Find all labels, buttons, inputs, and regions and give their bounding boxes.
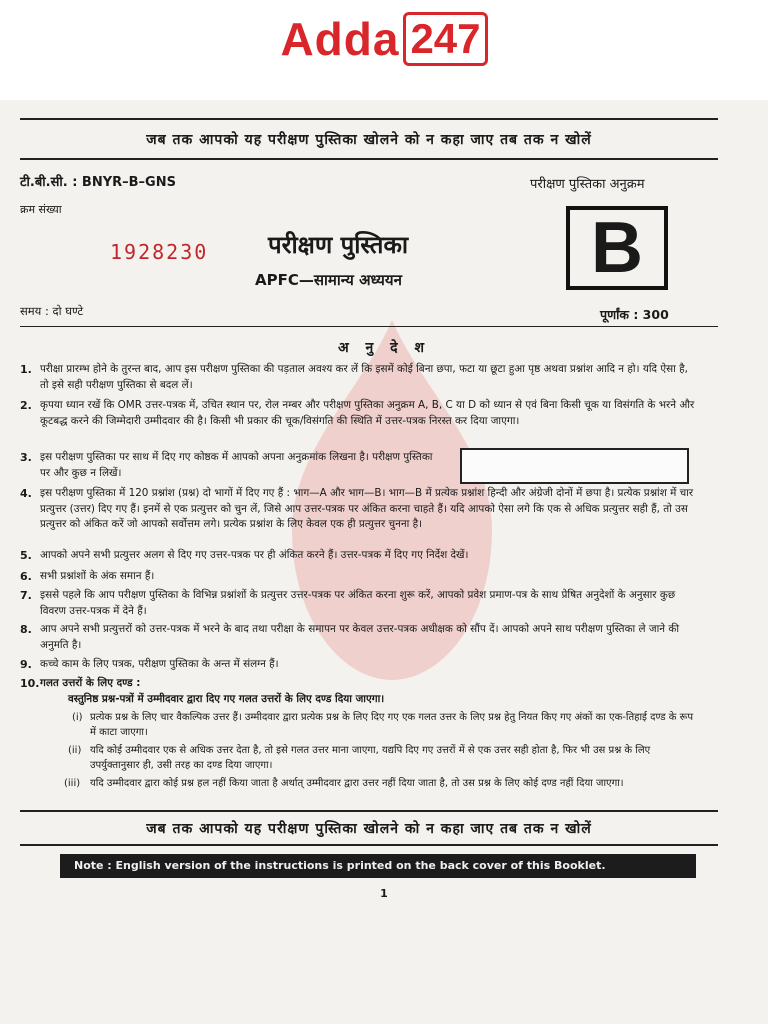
booklet-subtitle: APFC—सामान्य अध्ययन [255, 271, 402, 289]
logo-number: 247 [403, 12, 487, 66]
instruction-item: 1. परीक्षा प्रारम्भ होने के तुरन्त बाद, आप इस परीक्षण पुस्तिका की पड़ताल अवश्य कर लें कि इसमें कोई बिना छपा, फटा या छूटा हुआ पृष्ठ अथवा प्रश्नांश आदि न हो। यदि ऐसा है, तो इसे सही परीक्षण पुस्तिका से बदल लें। [20, 363, 688, 391]
instructions-heading: अ नु दे श [337, 340, 431, 356]
top-rule-2 [20, 158, 718, 160]
instruction-item: 4. इस परीक्षण पुस्तिका में 120 प्रश्नांश (प्रश्न) दो भागों में दिए गए हैं : भाग—A और भाग—B। भाग—B में प्रत्येक प्रश्नांश हिन्दी और अंग्रेजी दोनों में छपा है। प्रत्येक प्रश्नांश में चार प्रत्युत्तर (उत्तर) दिए गए हैं। इनमें से एक प्रत्युत्तर को चुन लें, जिसे आप उत्तर-पत्रक पर अंकित करना चाहते हैं। यदि आपको ऐसा लगे कि एक से अधिक प्रत्युत्तर सही हैं, तो उस प्रत्युत्तर को अंकित करें जो आपको सर्वोत्तम लगे। प्रत्येक प्रश्नांश के लिए केवल एक ही प्रत्युत्तर चुनना है। [20, 487, 694, 530]
penalty-item: (iii) यदि उम्मीदवार द्वारा कोई प्रश्न हल नहीं किया जाता है अर्थात् उम्मीदवार द्वारा उत्तर नहीं दिया जाता है, तो उस प्रश्न के लिए कोई दण्ड नहीं दिया जाएगा। [64, 778, 624, 789]
instruction-item: 10. गलत उत्तरों के लिए दण्ड : [20, 677, 141, 690]
logo-brand: Adda [280, 13, 400, 65]
booklet-title: परीक्षण पुस्तिका [268, 231, 409, 259]
max-marks: पूर्णांक : 300 [600, 307, 669, 322]
time-allowed: समय : दो घण्टे [20, 304, 84, 318]
penalty-item: (ii) यदि कोई उम्मीदवार एक से अधिक उत्तर देता है, तो इसे गलत उत्तर माना जाएगा, यद्यपि दिए गए उत्तरों में से एक उत्तर सही होता है, फिर भी उस प्रश्न के लिए उपर्युक्तानुसार ही, उसी तरह का दण्ड दिया जाएगा। [68, 745, 651, 771]
top-warning-note: जब तक आपको यह परीक्षण पुस्तिका खोलने को न कहा जाए तब तक न खोलें [146, 132, 592, 148]
top-rule [20, 118, 718, 120]
adda247-logo [0, 8, 768, 70]
bottom-rule [20, 810, 718, 812]
series-letter-box: B [566, 206, 668, 290]
penalty-item: (i) प्रत्येक प्रश्न के लिए चार वैकल्पिक उत्तर हैं। उम्मीदवार द्वारा प्रत्येक प्रश्न के लिए दिए गए एक गलत उत्तर के लिए प्रश्न हेतु नियत किए गए अंकों का एक-तिहाई दण्ड के रूप में काटा जाएगा। [72, 712, 694, 738]
instruction-item: 7. इससे पहले कि आप परीक्षण पुस्तिका के विभिन्न प्रश्नांशों के प्रत्युत्तर उत्तर-पत्रक पर अंकित करना शुरू करें, आपको प्रवेश प्रमाण-पत्र के साथ प्रेषित अनुदेशों के अनुसार कुछ विवरण उत्तर-पत्रक में देने हैं। [20, 589, 676, 617]
instruction-item: 2. कृपया ध्यान रखें कि OMR उत्तर-पत्रक में, उचित स्थान पर, रोल नम्बर और परीक्षण पुस्तिका अनुक्रम A, B, C या D को ध्यान से एवं बिना किसी चूक या विसंगति के भरने और कूटबद्ध करने की जिम्मेदारी उम्मीदवार की है। किसी भी प्रकार की चूक/विसंगति की स्थिति में उत्तर-पत्रक निरस्त कर दिया जाएगा। [20, 399, 695, 427]
roll-number-box[interactable] [460, 448, 689, 484]
penalty-intro: वस्तुनिष्ठ प्रश्न-पत्रों में उम्मीदवार द्वारा दिए गए गलत उत्तरों के लिए दण्ड दिया जाएगा। [68, 693, 385, 705]
series-label: परीक्षण पुस्तिका अनुक्रम [530, 177, 645, 192]
instruction-item: 3. इस परीक्षण पुस्तिका पर साथ में दिए गए कोष्ठक में आपको अपना अनुक्रमांक लिखना है। परीक्षण पुस्तिका पर और कुछ न लिखें। [20, 451, 433, 479]
exam-booklet-page [0, 100, 768, 1024]
serial-label: क्रम संख्या [20, 203, 62, 216]
instruction-item: 5. आपको अपने सभी प्रत्युत्तर अलग से दिए गए उत्तर-पत्रक पर ही अंकित करने हैं। उत्तर-पत्रक में दिए गए निर्देश देखें। [20, 549, 469, 562]
serial-number: 1928230 [110, 240, 209, 264]
bottom-rule-2 [20, 844, 718, 846]
bottom-warning-note: जब तक आपको यह परीक्षण पुस्तिका खोलने को न कहा जाए तब तक न खोलें [146, 821, 592, 837]
english-version-note: Note : English version of the instructions is printed on the back cover of this Booklet. [60, 854, 696, 878]
header-rule [20, 326, 718, 327]
tbc-code: टी.बी.सी. : BNYR–B–GNS [20, 175, 176, 190]
instruction-item: 9. कच्चे काम के लिए पत्रक, परीक्षण पुस्तिका के अन्त में संलग्न हैं। [20, 658, 279, 671]
page-number: 1 [380, 887, 388, 900]
instruction-item: 6. सभी प्रश्नांशों के अंक समान हैं। [20, 570, 155, 583]
instruction-item: 8. आप अपने सभी प्रत्युत्तरों को उत्तर-पत्रक में भरने के बाद तथा परीक्षा के समापन पर केवल उत्तर-पत्रक अधीक्षक को सौंप दें। आपको अपने साथ परीक्षण पुस्तिका ले जाने की अनुमति है। [20, 623, 680, 651]
